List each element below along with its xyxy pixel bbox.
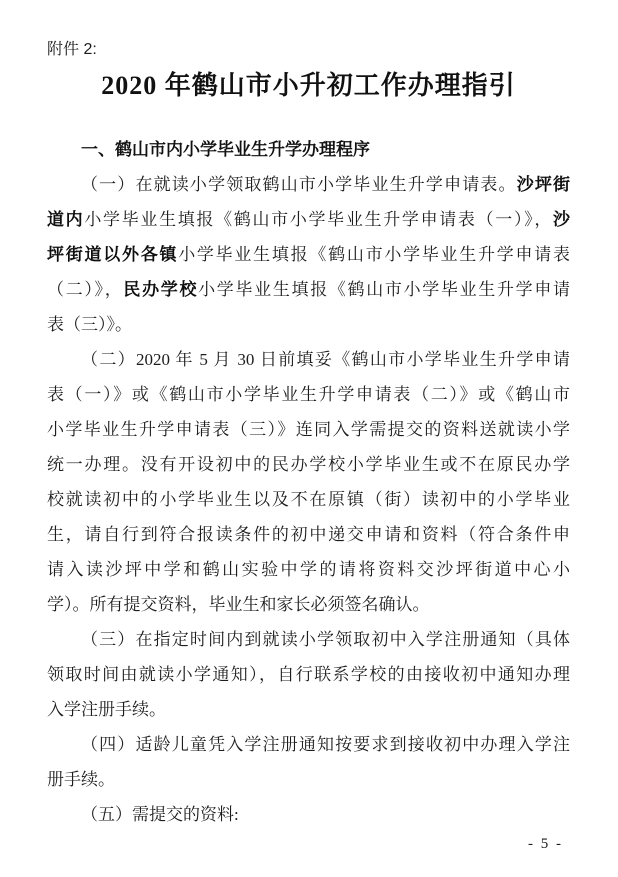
document-body [47, 167, 570, 832]
bold-text-run: 民办学校 [123, 280, 199, 299]
body-line [47, 447, 570, 482]
text-run: 小学毕业生升学申请表（三）》连同入学需提交的资料送就读小学 [47, 420, 570, 439]
text-run: 入学注册手续。 [47, 700, 166, 719]
body-line [47, 517, 570, 552]
body-line [47, 657, 570, 692]
text-run: 表（三）》。 [47, 315, 132, 334]
text-run: （三）在指定时间内到就读小学领取初中入学注册通知（具体 [81, 630, 570, 649]
text-run: 请入读沙坪中学和鹤山实验中学的请将资料交沙坪街道中心小 [47, 560, 570, 579]
page-title: 2020 年鹤山市小升初工作办理指引 [101, 71, 516, 100]
body-line [47, 377, 570, 412]
attachment-label: 附件 2: [47, 41, 97, 58]
body-line [47, 307, 570, 342]
body-line [47, 237, 570, 272]
text-run: 领取时间由就读小学通知），自行联系学校的由接收初中通知办理 [47, 665, 570, 684]
bold-text-run: 沙坪街 [516, 175, 571, 194]
bold-text-run: 坪街道以外各镇 [47, 245, 179, 264]
body-line [47, 552, 570, 587]
text-run: 册手续。 [47, 770, 115, 789]
body-line [47, 762, 570, 797]
text-run: 校就读初中的小学毕业生以及不在原镇（街）读初中的小学毕业 [47, 490, 570, 509]
body-line [47, 692, 570, 727]
text-run: （四）适龄儿童凭入学注册通知按要求到接收初中办理入学注 [81, 735, 570, 754]
body-line [47, 342, 570, 377]
text-run: （二）》， [47, 280, 124, 299]
bold-text-run: 沙 [553, 210, 571, 229]
text-run: 学）。所有提交资料，毕业生和家长必须签名确认。 [47, 595, 430, 614]
text-run: （一）在就读小学领取鹤山市小学毕业生升学申请表。 [81, 175, 517, 194]
bold-text-run: 道内 [47, 210, 85, 229]
body-line [47, 622, 570, 657]
body-line [47, 727, 570, 762]
text-run: 统一办理。没有开设初中的民办学校小学毕业生或不在原民办学 [47, 455, 570, 474]
text-run: （二）2020 年 5 月 30 日前填妥《鹤山市小学毕业生升学申请 [81, 350, 570, 369]
text-run: （五）需提交的资料: [81, 805, 239, 824]
text-run: 生，请自行到符合报读条件的初中递交申请和资料（符合条件申 [47, 525, 570, 544]
text-run: 小学毕业生填报《鹤山市小学毕业生升学申请表（一）》， [84, 210, 554, 229]
body-line [47, 202, 570, 237]
body-line [47, 167, 570, 202]
text-run: 小学毕业生填报《鹤山市小学毕业生升学申请表 [178, 245, 571, 264]
body-line [47, 412, 570, 447]
body-line [47, 797, 570, 832]
body-line [47, 482, 570, 517]
page-number: - 5 - [528, 836, 563, 852]
section-heading: 一、鹤山市内小学毕业生升学办理程序 [81, 140, 370, 159]
body-line [47, 272, 570, 307]
text-run: 表（一）》或《鹤山市小学毕业生升学申请表（二）》或《鹤山市 [47, 385, 570, 404]
body-line [47, 587, 570, 622]
text-run: 小学毕业生填报《鹤山市小学毕业生升学申请 [198, 280, 571, 299]
